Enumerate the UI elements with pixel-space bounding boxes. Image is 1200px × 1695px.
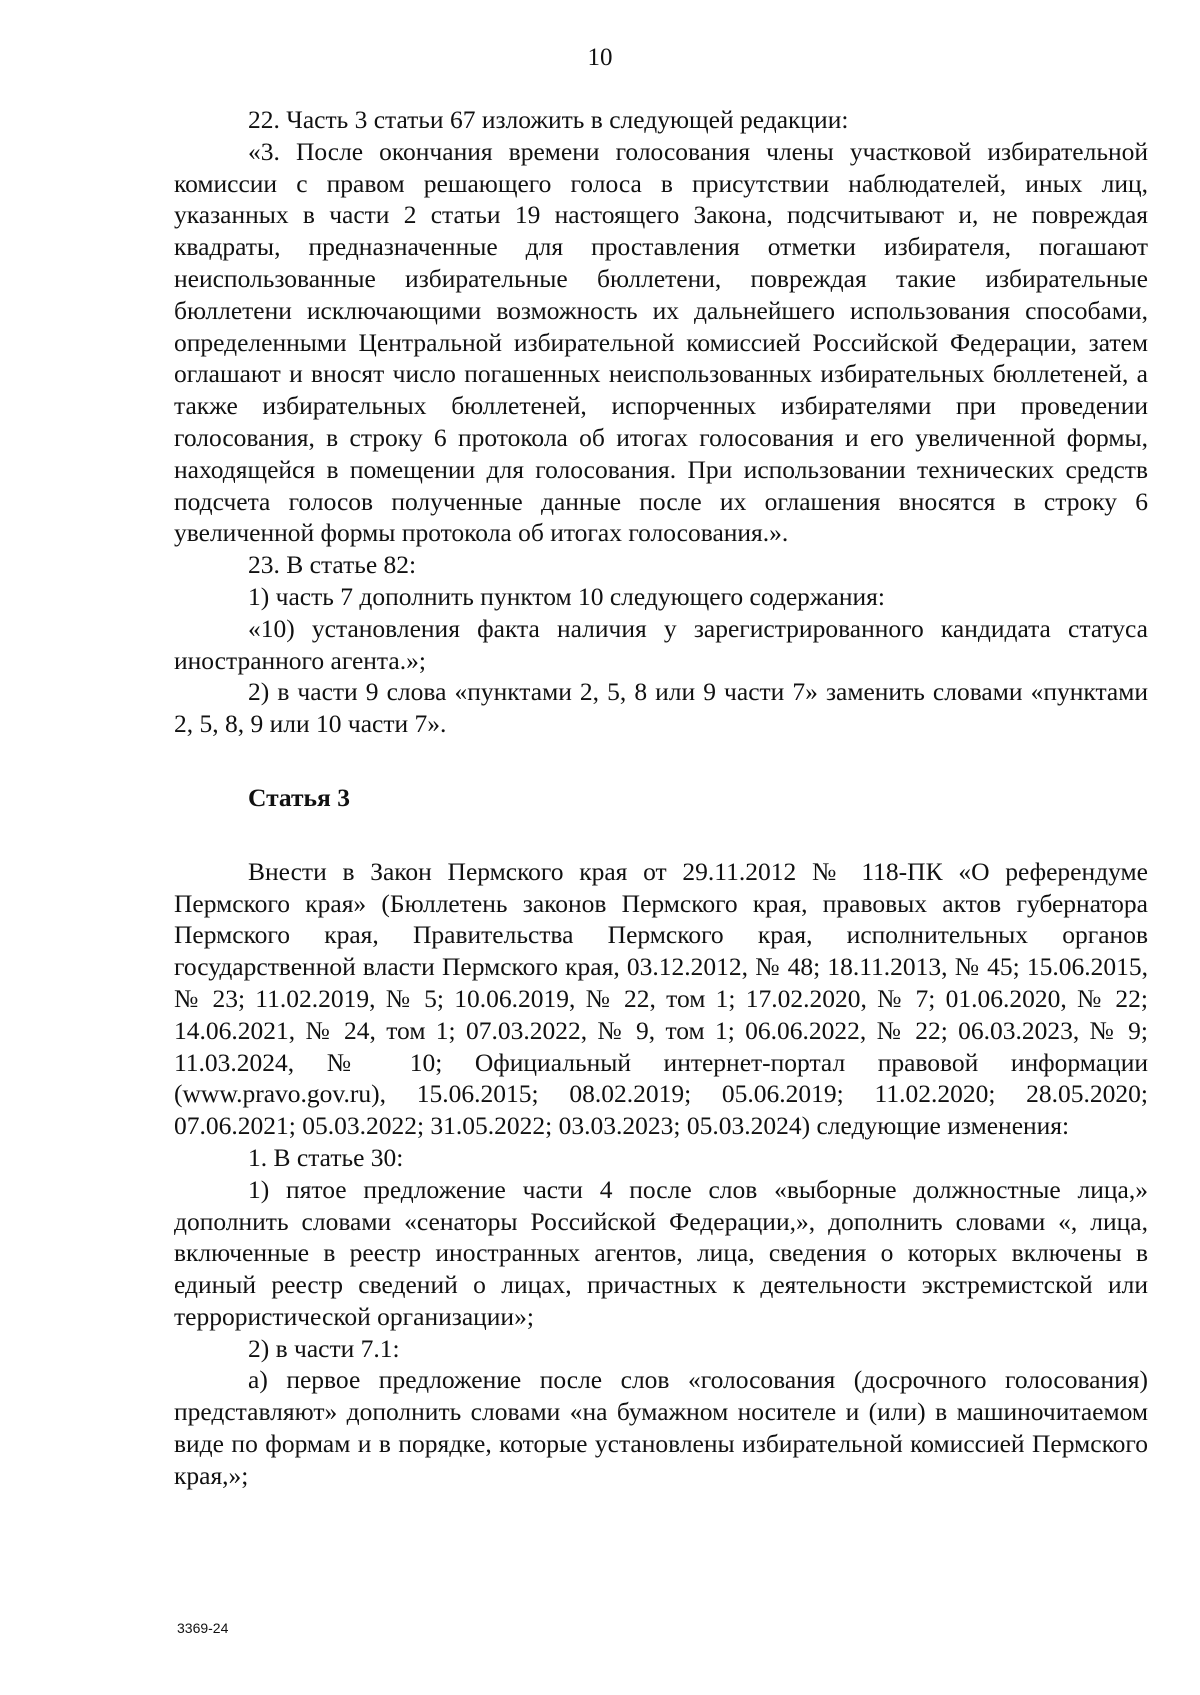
page-number: 10 [587, 44, 613, 71]
paragraph-item-23: 23. В статье 82: [248, 550, 417, 580]
paragraph-article-30-subitem-a: а) первое предложение после слов «голосования (досрочного голосования) представляют» дополнить словами «на бумажном носителе и (или) в машиночитаемом виде по формам и в порядке, которые установлены избирательной комиссией Пермского края,»; [174, 1365, 1148, 1490]
paragraph-item-22: 22. Часть 3 статьи 67 изложить в следующей редакции: [248, 105, 849, 134]
paragraph-article-30: 1. В статье 30: [248, 1142, 404, 1172]
paragraph-subitem-1: 1) часть 7 дополнить пунктом 10 следующего содержания: [248, 581, 885, 611]
paragraph-article-30-subitem-2: 2) в части 7.1: [248, 1333, 400, 1363]
paragraph-article-30-subitem-1: 1) пятое предложение части 4 после слов «выборные должностные лица,» дополнить словами «сенаторы Российской Федерации,», дополнить словами «, лица, включенные в реестр иностранных агентов, лица, сведения о которых включены в единый реестр сведений о лицах, причастных к деятельности экстремистской или террористической организации»; [174, 1174, 1148, 1331]
paragraph-subitem-10-text: «10) установления факта наличия у зарегистрированного кандидата статуса иностранного агента.»; [174, 613, 1148, 675]
paragraph-new-text-part-3: «3. После окончания времени голосования члены участковой избирательной комиссии с правом решающего голоса в присутствии наблюдателей, иных лиц, указанных в части 2 статьи 19 настоящего Закона, подсчитывают и, не повреждая квадраты, предназначенные для проставления отметки избирателя, погашают неиспользованные избирательные бюллетени, повреждая такие избирательные бюллетени исключающими возможность их дальнейшего использования способами, определенными Центральной избирательной комиссией Российской Федерации, затем оглашают и вносят число погашенных неиспользованных избирательных бюллетеней, а также избирательных бюллетеней, испорченных избирателями при проведении голосования, в строку 6 протокола об итогах голосования и его увеличенной формы, находящейся в помещении для голосования. При использовании технических средств подсчета голосов полученные данные после их оглашения вносятся в строку 6 увеличенной формы протокола об итогах голосования.». [174, 136, 1148, 548]
paragraph-article-3-intro: Внести в Закон Пермского края от 29.11.2012 № 118-ПК «О референдуме Пермского края» (Бюллетень законов Пермского края, правовых актов губернатора Пермского края, Правительства Пермского края, исполнительных органов государственной власти Пермского края, 03.12.2012, № 48; 18.11.2013, № 45; 15.06.2015, № 23; 11.02.2019, № 5; 10.06.2019, № 22, том 1; 17.02.2020, № 7; 01.06.2020, № 22; 14.06.2021, № 24, том 1; 07.03.2022, № 9, том 1; 06.06.2022, № 22; 06.03.2023, № 9; 11.03.2024, № 10; Официальный интернет-портал правовой информации (www.pravo.gov.ru), 15.06.2015; 08.02.2019; 05.06.2019; 11.02.2020; 28.05.2020; 07.06.2021; 05.03.2022; 31.05.2022; 03.03.2023; 05.03.2024) следующие изменения: [174, 856, 1148, 1141]
article-heading: Статья 3 [248, 782, 350, 812]
document-body [174, 104, 1148, 1492]
document-code: 3369-24 [177, 1620, 229, 1636]
paragraph-subitem-2: 2) в части 9 слова «пунктами 2, 5, 8 или 9 части 7» заменить словами «пунктами 2, 5, 8, 9 или 10 части 7». [174, 677, 1148, 739]
